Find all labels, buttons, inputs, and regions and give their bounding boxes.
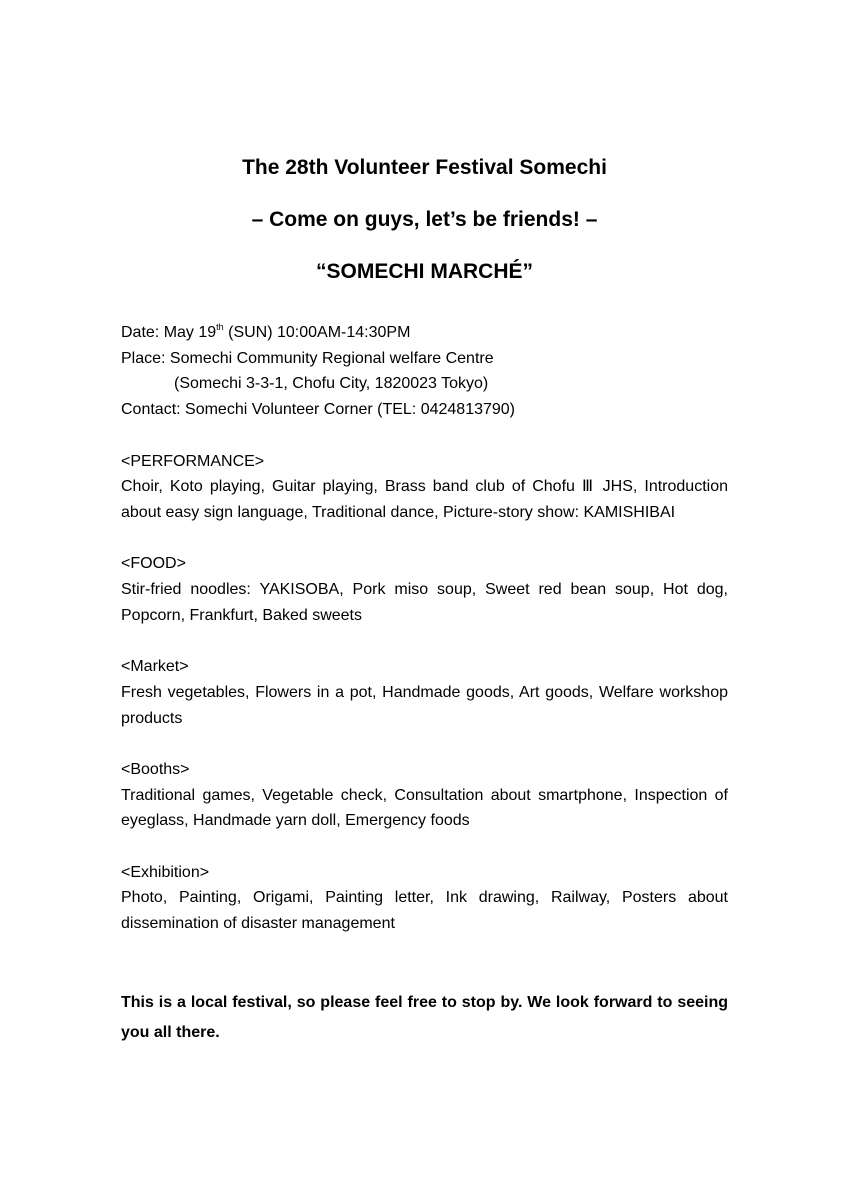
section-heading-exhibition: <Exhibition> (121, 863, 210, 881)
address-line: (Somechi 3-3-1, Chofu City, 1820023 Tokyo) (174, 375, 489, 393)
section-text-food: Stir-fried noodles: YAKISOBA, Pork miso soup, Sweet red bean soup, Hot dog, Popcorn, Frankfurt, Baked sweets (121, 581, 728, 624)
festival-subtitle: – Come on guys, let’s be friends! – (251, 208, 598, 231)
date-ordinal: th (216, 321, 224, 332)
section-heading-performance: <PERFORMANCE> (121, 452, 265, 470)
section-text-market: Fresh vegetables, Flowers in a pot, Handmade goods, Art goods, Welfare workshop products (121, 683, 728, 727)
document-body (121, 320, 728, 1048)
section-text-performance: Choir, Koto playing, Guitar playing, Brass band club of Chofu Ⅲ JHS, Introduction about easy sign language, Traditional dance, Picture-story show: KAMISHIBAI (121, 478, 728, 521)
section-heading-food: <FOOD> (121, 555, 186, 573)
date-line (121, 320, 728, 346)
section-heading-booths: <Booths> (121, 760, 190, 778)
contact-line: Contact: Somechi Volunteer Corner (TEL: 0424813790) (121, 401, 516, 419)
section-heading-market: <Market> (121, 658, 189, 676)
date-prefix: Date: May 19 (121, 324, 217, 341)
place-line: Place: Somechi Community Regional welfare Centre (121, 349, 494, 367)
section-text-booths: Traditional games, Vegetable check, Consultation about smartphone, Inspection of eyeglass, Handmade yarn doll, Emergency foods (121, 786, 728, 830)
event-name: “SOMECHI MARCHÉ” (315, 260, 533, 283)
date-time: (SUN) 10:00AM-14:30PM (223, 324, 411, 341)
closing-message: This is a local festival, so please feel free to stop by. We look forward to seeing you all there. (121, 994, 728, 1042)
festival-title: The 28th Volunteer Festival Somechi (242, 156, 607, 179)
section-text-exhibition: Photo, Painting, Origami, Painting letter, Ink drawing, Railway, Posters about dissemination of disaster management (121, 889, 728, 933)
